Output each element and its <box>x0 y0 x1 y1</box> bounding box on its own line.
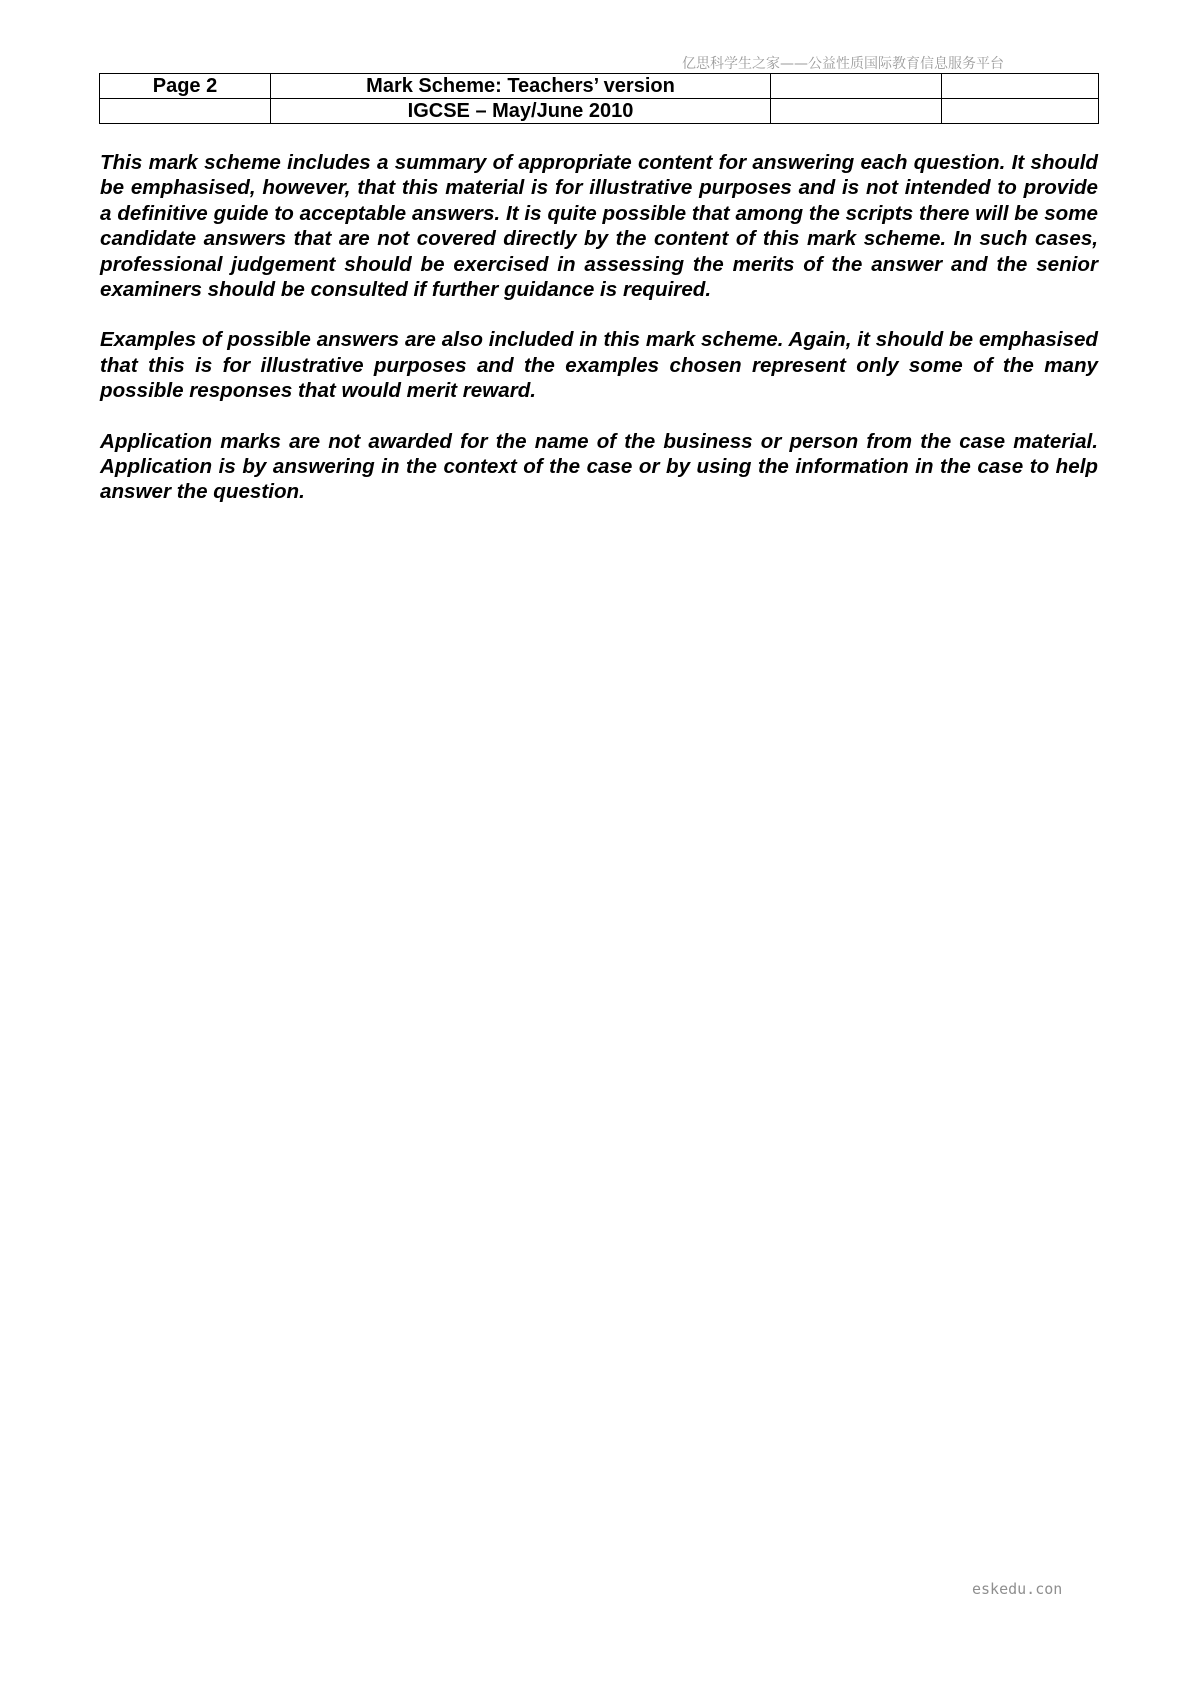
watermark-top: 亿思科学生之家——公益性质国际教育信息服务平台 <box>682 56 1004 72</box>
paper-cell <box>942 74 1099 99</box>
watermark-bottom: eskedu.con <box>972 1580 1063 1598</box>
empty-cell <box>100 99 271 124</box>
document-title: Mark Scheme: Teachers’ version <box>271 74 771 99</box>
exam-session: IGCSE – May/June 2010 <box>271 99 771 124</box>
paragraph-examples: Examples of possible answers are also included in this mark scheme. Again, it should be emphasised that this is for illustrative purposes and the examples chosen represent only some of the many possible responses that would merit reward. <box>100 328 1098 403</box>
instructions-text <box>100 150 1098 530</box>
syllabus-cell <box>771 74 942 99</box>
header-row-2 <box>100 99 1099 124</box>
header-table <box>99 73 1099 124</box>
header-row-1 <box>100 74 1099 99</box>
empty-cell <box>771 99 942 124</box>
paragraph-application: Application marks are not awarded for the name of the business or person from the case material. Application is by answering in the context of the case or by using the information in the case to help answer the question. <box>100 429 1098 504</box>
empty-cell <box>942 99 1099 124</box>
page-label: Page 2 <box>100 74 271 99</box>
paragraph-summary: This mark scheme includes a summary of appropriate content for answering each question. It should be emphasised, however, that this material is for illustrative purposes and is not intended to provide a definitive guide to acceptable answers. It is quite possible that among the scripts there will be some candidate answers that are not covered directly by the content of this mark scheme. In such cases, professional judgement should be exercised in assessing the merits of the answer and the senior examiners should be consulted if further guidance is required. <box>100 151 1098 302</box>
